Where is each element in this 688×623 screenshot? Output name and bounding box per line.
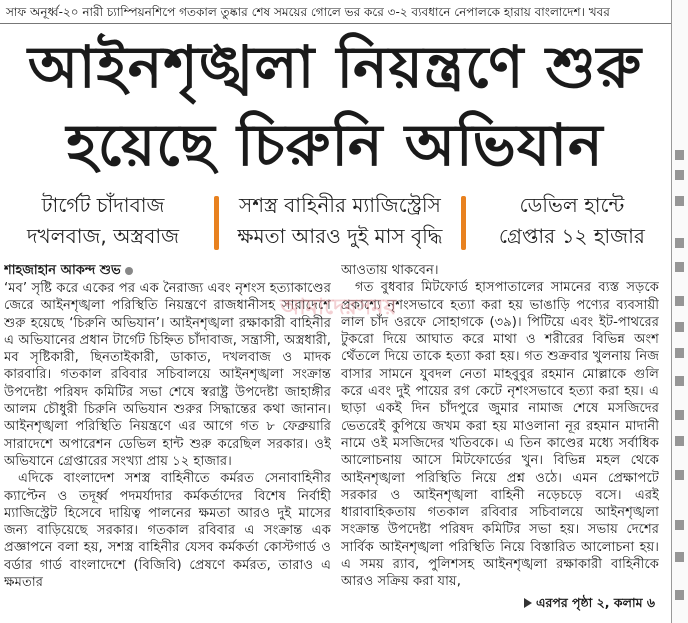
subheadline-divider-1 <box>214 196 219 250</box>
edge-text-fragment <box>675 470 684 480</box>
edge-text-fragment <box>675 296 684 306</box>
subheadline-1-line-2: দখলবাজ, অস্ত্রবাজ <box>27 224 180 248</box>
article-column-2 <box>341 262 659 623</box>
edge-text-fragment <box>675 196 684 206</box>
edge-text-fragment <box>675 262 684 272</box>
headline-line-1: আইনশৃঙ্খলা নিয়ন্ত্রণে শুরু <box>27 33 643 101</box>
article-body <box>0 262 670 623</box>
subheadline-2-line-2: ক্ষমতা আরও দুই মাস বৃদ্ধি <box>237 224 443 248</box>
edge-text-fragment <box>675 552 684 562</box>
column-1-paragraph-1: ‘মব’ সৃষ্টি করে একের পর এক নৈরাজ্য এবং নৃশংস হত্যাকাণ্ডের জেরে আইনশৃঙ্খলা পরিস্থিতি নিয়ন্ত্রণে রাজধানীসহ সারাদেশে শুরু হয়েছে ‘চিরুনি অভিযান’। আইনশৃঙ্খলা রক্ষাকারী বাহিনীর এ অভিযানের প্রধান টার্গেট চিহ্নিত চাঁদাবাজ, সন্ত্রাসী, অস্ত্রধারী, মব সৃষ্টিকারী, ছিনতাইকারী, ডাকাত, দখলবাজ ও মাদক কারবারি। গতকাল রবিবার সচিবালয়ে আইনশৃঙ্খলা সংক্রান্ত উপদেষ্টা পরিষদ কমিটির সভা শেষে স্বরাষ্ট্র উপদেষ্টা জাহাঙ্গীর আলম চৌধুরী চিরুনি অভিযান শুরুর সিদ্ধান্তের কথা জানান। আইনশৃঙ্খলা পরিস্থিতি নিয়ন্ত্রণে এর আগে গত ৮ ফেব্রুয়ারি সারাদেশে অপারেশন ডেভিল হান্ট শুরু করেছিল সরকার। ওই অভিযানে গ্রেপ্তারের সংখ্যা প্রায় ১২ হাজার। <box>4 281 331 469</box>
edge-text-fragment <box>675 436 684 446</box>
edge-text-fragment <box>675 238 684 248</box>
subheadline-3 <box>474 190 670 256</box>
continuation-text: এরপর পৃষ্ঠা ২, কলাম ৬ <box>535 594 655 610</box>
subheadline-1 <box>0 190 206 256</box>
byline-bullet-icon <box>125 267 133 275</box>
news-ticker: সাফ অনূর্ধ্ব-২০ নারী চ্যাম্পিয়নশিপে গতকাল তুষ্কার শেষ সময়ের গোলে ভর করে ৩-২ ব্যবধানে নেপালকে হারায় বাংলাদেশ। খবর <box>0 0 688 24</box>
edge-text-fragment <box>675 590 684 600</box>
edge-text-fragment <box>675 376 684 386</box>
watermark: আমাদেরসময় <box>280 295 397 320</box>
edge-text-fragment <box>675 170 684 180</box>
edge-text-fragment <box>675 348 684 358</box>
subheadline-2 <box>227 190 453 256</box>
subheadline-2-line-1: সশস্ত্র বাহিনীর ম্যাজিস্ট্রেসি <box>239 193 441 217</box>
edge-text-fragment <box>675 410 684 420</box>
column-1-paragraph-2: এদিকে বাংলাদেশ সশস্ত্র বাহিনীতে কর্মরত সেনাবাহিনীর ক্যাপ্টেন ও তদূর্ধ্ব পদমর্যাদার কর্মকর্তাদের বিশেষ নির্বাহী ম্যাজিস্ট্রেট হিসেবে দায়িত্ব পালনের ক্ষমতা আরও দুই মাসের জন্য বাড়িয়েছে সরকার। গতকাল রবিবার এ সংক্রান্ত এক প্রজ্ঞাপনে বলা হয়, সশস্ত্র বাহিনীর যেসব কর্মকর্তা কোস্টগার্ড ও বর্ডার গার্ড বাংলাদেশে (বিজিবি) প্রেষণে কর্মরত, তারাও এ ক্ষমতার <box>4 471 331 591</box>
subheadline-1-line-1: টার্গেট চাঁদাবাজ <box>41 193 165 217</box>
edge-text-fragment <box>675 322 684 332</box>
byline <box>4 262 331 280</box>
article-column-1 <box>4 262 331 623</box>
byline-author: শাহজাহান আকন্দ শুভ <box>4 263 121 278</box>
subheadline-3-line-2: গ্রেপ্তার ১২ হাজার <box>498 224 645 248</box>
column-2-paragraph-2: গত বুধবার মিটফোর্ড হাসপাতালের সামনের ব্যস্ত সড়কে প্রকাশ্যে নৃশংসভাবে হত্যা করা হয় ভাঙাড়ি পণ্যের ব্যবসায়ী লাল চাঁদ ওরফে সোহাগকে (৩৯)। পিটিয়ে এবং ইট-পাথরের টুকরো দিয়ে আঘাত করে মাথা ও শরীরের বিভিন্ন অংশ থেঁতলে দিয়ে তাকে হত্যা করা হয়। গত শুক্রবার খুলনায় নিজ বাসার সামনে যুবদল নেতা মাহবুবুর রহমান মোল্লাকে গুলি করে এবং দুই পায়ের রগ কেটে নৃশংসভাবে হত্যা করা হয়। এ ছাড়া একই দিন চাঁদপুরে জুমার নামাজ শেষে মসজিদের ভেতরেই কুপিয়ে জখম করা হয় মাওলানা নূর রহমান মাদানী নামে ওই মসজিদের খতিবকে। এ তিন কাণ্ডের মধ্যে সর্বাধিক আলোচনায় আসে মিটফোর্ডের খুন। বিভিন্ন মহল থেকে আইনশৃঙ্খলা পরিস্থিতি নিয়ে প্রশ্ন ওঠে। এমন প্রেক্ষাপটে সরকার ও আইনশৃঙ্খলা বাহিনী নড়েচড়ে বসে। এরই ধারাবাহিকতায় গতকাল রবিবার সচিবালয়ে আইনশৃঙ্খলা সংক্রান্ত উপদেষ্টা পরিষদ কমিটির সভা হয়। সভায় দেশের সার্বিক আইনশৃঙ্খলা পরিস্থিতি নিয়ে বিস্তারিত আলোচনা হয়। এ সময় র‌্যাব, পুলিশসহ আইনশৃঙ্খলা রক্ষাকারী বাহিনীকে আরও সক্রিয় করা যায়, <box>341 280 659 590</box>
subheadline-row <box>0 190 670 256</box>
subheadline-3-line-1: ডেভিল হান্টে <box>519 193 625 217</box>
continuation-arrow-icon <box>524 598 532 608</box>
headline-line-2: হয়েছে চিরুনি অভিযান <box>66 111 604 179</box>
edge-text-fragment <box>675 520 684 530</box>
adjacent-column-edge <box>671 0 688 623</box>
continuation-note <box>341 594 659 611</box>
edge-text-fragment <box>675 150 684 160</box>
column-2-paragraph-1: আওতায় থাকবেন। <box>341 263 439 278</box>
subheadline-divider-2 <box>461 196 466 250</box>
